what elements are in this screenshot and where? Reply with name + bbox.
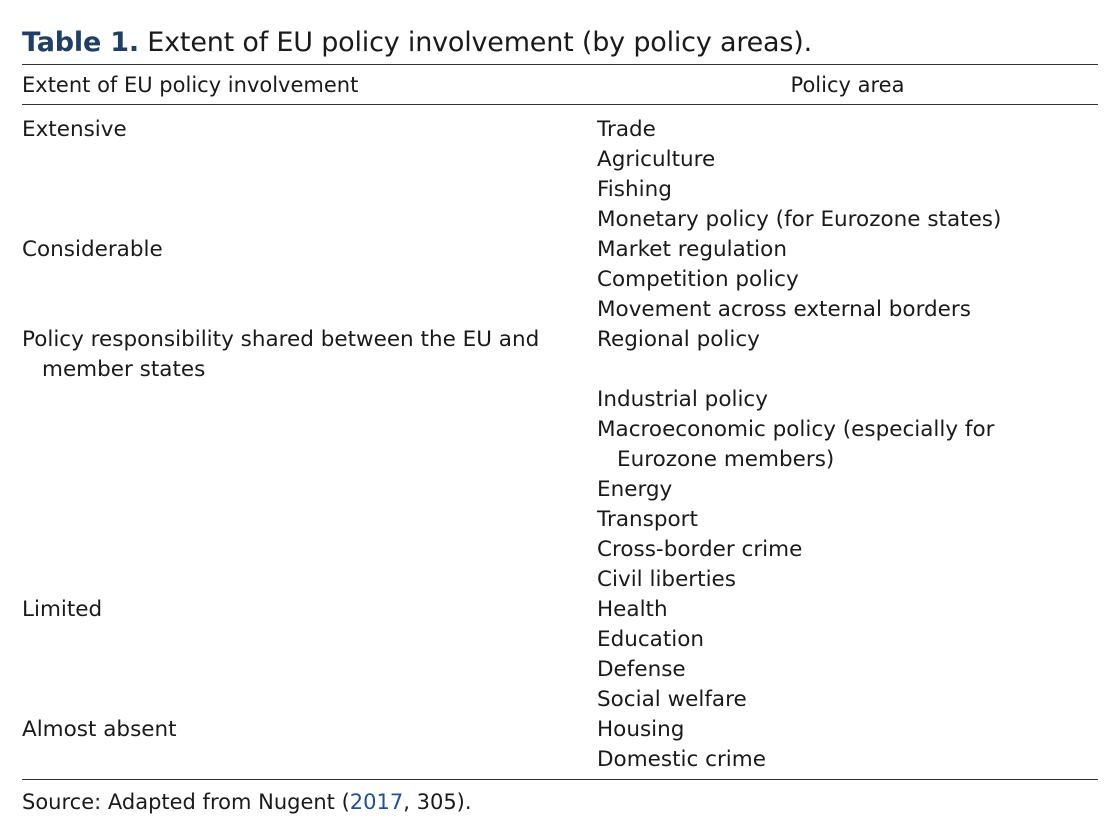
- policy-area-cell: Health: [597, 597, 668, 622]
- policy-area-cell: Agriculture: [597, 147, 716, 172]
- policy-area-cell: Trade: [597, 117, 656, 142]
- policy-area-cell: Movement across external borders: [597, 297, 971, 322]
- table-row: [22, 715, 1098, 775]
- table-row: [22, 235, 1098, 325]
- policy-area-cell: Education: [597, 627, 705, 652]
- policy-area-cell: Regional policy: [597, 327, 760, 352]
- table-caption: [22, 22, 1098, 64]
- table-header: [22, 65, 1098, 104]
- policy-area-cell: Fishing: [597, 177, 672, 202]
- policy-area-cell: Civil liberties: [597, 567, 736, 592]
- table-figure: [22, 22, 1098, 824]
- policy-area-cell: Macroeconomic policy (especially for Eurozone members): [597, 417, 995, 472]
- source-prefix: Source: Adapted from Nugent (: [22, 790, 350, 814]
- table-label: Table 1.: [22, 27, 139, 58]
- table-body: [22, 105, 1098, 779]
- caption-text: Extent of EU policy involvement (by policy areas).: [147, 27, 812, 58]
- extent-cell: Considerable: [22, 237, 163, 262]
- extent-cell: Extensive: [22, 117, 127, 142]
- policy-area-cell: Monetary policy (for Eurozone states): [597, 207, 1002, 232]
- header-policy-area: Policy area: [790, 72, 905, 97]
- table-row: [22, 325, 1098, 595]
- policy-area-cell: Market regulation: [597, 237, 787, 262]
- policy-area-cell: Cross-border crime: [597, 537, 803, 562]
- extent-cell: Limited: [22, 597, 103, 622]
- table-row: [22, 595, 1098, 715]
- table-row: [22, 115, 1098, 235]
- policy-area-cell: Energy: [597, 477, 673, 502]
- policy-area-cell: Housing: [597, 717, 685, 742]
- extent-cell: Almost absent: [22, 717, 177, 742]
- extent-cell: Policy responsibility shared between the EU and member states: [22, 327, 540, 382]
- policy-area-cell: Defense: [597, 657, 686, 682]
- policy-area-cell: Transport: [597, 507, 698, 532]
- header-extent: Extent of EU policy involvement: [22, 72, 359, 97]
- policy-area-cell: Social welfare: [597, 687, 747, 712]
- table-source-note: [22, 780, 1098, 824]
- source-suffix: , 305).: [403, 790, 472, 814]
- policy-area-cell: Competition policy: [597, 267, 799, 292]
- citation-link[interactable]: 2017: [349, 790, 404, 814]
- policy-area-cell: Industrial policy: [597, 387, 768, 412]
- policy-area-cell: Domestic crime: [597, 747, 766, 772]
